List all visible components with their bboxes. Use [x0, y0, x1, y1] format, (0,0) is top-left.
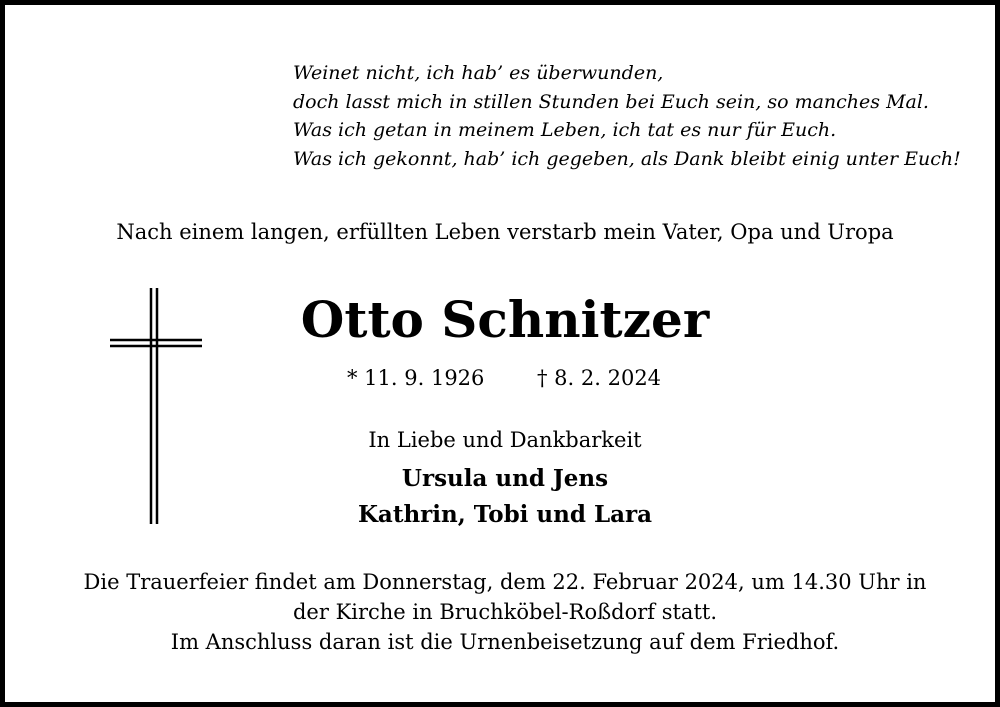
birth-date: * 11. 9. 1926	[347, 366, 485, 390]
mourners-line-2: Kathrin, Tobi und Lara	[357, 501, 653, 528]
ceremony-line-2: der Kirche in Bruchköbel-Roßdorf statt.	[292, 600, 717, 624]
poem-line-3: Was ich getan in meinem Leben, ich tat es nur für Euch.	[293, 119, 837, 141]
poem-line-2: doch lasst mich in stillen Stunden bei Euch sein, so manches Mal.	[293, 90, 929, 113]
death-date: † 8. 2. 2024	[537, 366, 662, 390]
poem	[293, 59, 983, 173]
ceremony-line-3: Im Anschluss daran ist die Urnenbeisetzung auf dem Friedhof.	[170, 630, 840, 654]
intro-text: Nach einem langen, erfüllten Leben verstarb mein Vater, Opa und Uropa	[116, 220, 894, 244]
ceremony-info	[5, 567, 1000, 657]
mourners-list	[5, 461, 1000, 533]
ceremony-line-1: Die Trauerfeier findet am Donnerstag, dem 22. Februar 2024, um 14.30 Uhr in	[83, 570, 927, 594]
poem-line-1: Weinet nicht, ich hab’ es überwunden,	[293, 62, 664, 84]
mourners-line-1: Ursula und Jens	[401, 465, 609, 492]
deceased-name: Otto Schnitzer	[300, 290, 710, 349]
mourners-intro: In Liebe und Dankbarkeit	[368, 428, 642, 452]
poem-line-4: Was ich gekonnt, hab’ ich gegeben, als Dank bleibt einig unter Euch!	[293, 147, 961, 170]
